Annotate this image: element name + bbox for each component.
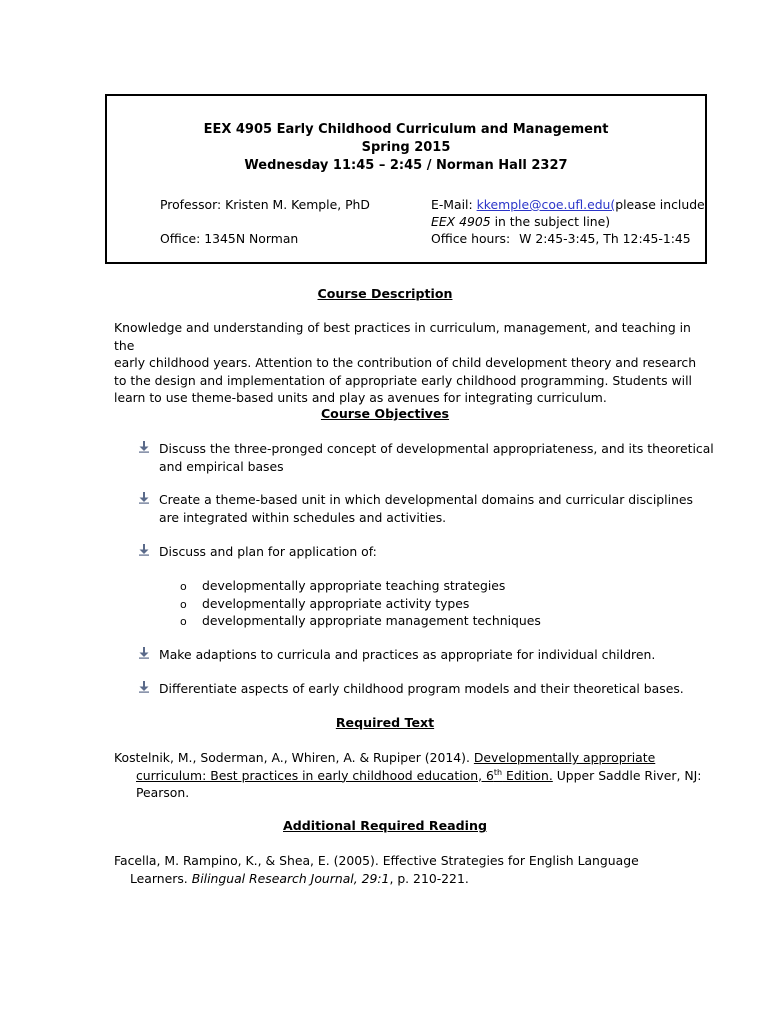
required-text-citation xyxy=(114,749,714,802)
required-text-heading: Required Text xyxy=(335,715,435,730)
objective-line: Make adaptions to curricula and practices as appropriate for individual children. xyxy=(159,647,656,662)
down-arrow-bullet-icon xyxy=(138,681,150,693)
down-arrow-bullet-icon xyxy=(138,647,150,659)
reading-pages: , p. 210-221. xyxy=(389,870,469,886)
down-arrow-bullet-icon xyxy=(138,441,150,453)
additional-reading-heading: Additional Required Reading xyxy=(283,818,487,833)
sub-objective-item xyxy=(180,612,541,631)
circle-bullet: o xyxy=(180,615,187,628)
objective-line: are integrated within schedules and activities. xyxy=(159,509,447,525)
sub-objective-item xyxy=(180,577,505,596)
reading-journal: Bilingual Research Journal, 29:1 xyxy=(191,870,390,886)
email-label: E-Mail: xyxy=(431,197,477,212)
citation-publisher: Upper Saddle River, NJ: xyxy=(552,767,702,783)
course-schedule: Wednesday 11:45 – 2:45 / Norman Hall 2327 xyxy=(244,158,568,173)
objective-line: Differentiate aspects of early childhood program models and their theoretical bases. xyxy=(159,681,684,696)
email-subject-code: EEX 4905 xyxy=(431,214,491,229)
description-line: early childhood years. Attention to the contribution of child development theory and research xyxy=(114,355,697,370)
objective-line: and empirical bases xyxy=(159,458,284,474)
citation-title-part2: curriculum: Best practices in early childhood education, 6th Edition. xyxy=(136,767,553,783)
reading-line: Facella, M. Rampino, K., & Shea, E. (2005). Effective Strategies for English Language xyxy=(114,853,639,868)
sub-objective-text: developmentally appropriate management techniques xyxy=(202,613,541,628)
circle-bullet: o xyxy=(180,580,187,593)
course-title: EEX 4905 Early Childhood Curriculum and Management xyxy=(203,122,609,137)
citation-title-part1: Developmentally appropriate xyxy=(473,750,656,765)
email-subject-line xyxy=(431,214,610,229)
objective-line: Discuss the three-pronged concept of developmental appropriateness, and its theoretical xyxy=(159,441,714,456)
down-arrow-bullet-icon xyxy=(138,544,150,556)
objective-item xyxy=(138,440,718,475)
down-arrow-bullet-icon xyxy=(138,492,150,504)
sub-objective-text: developmentally appropriate activity types xyxy=(202,596,470,611)
objective-item xyxy=(138,680,718,698)
sub-objective-item xyxy=(180,595,469,614)
course-header-box xyxy=(105,94,707,264)
office-hours xyxy=(431,231,691,246)
office-location: Office: 1345N Norman xyxy=(160,231,299,246)
email-link[interactable]: kkemple@coe.ufl.edu( xyxy=(476,197,616,212)
course-objectives-heading: Course Objectives xyxy=(320,406,450,421)
office-hours-label: Office hours: xyxy=(431,231,511,246)
citation-publisher-name: Pearson. xyxy=(136,785,190,800)
email-subject-rest: in the subject line) xyxy=(490,214,611,229)
description-line: to the design and implementation of appropriate early childhood programming. Students will xyxy=(114,372,692,388)
description-line: learn to use theme-based units and play as avenues for integrating curriculum. xyxy=(114,390,607,405)
course-description-heading: Course Description xyxy=(317,286,453,301)
course-description-text xyxy=(114,319,714,407)
citation-authors: Kostelnik, M., Soderman, A., Whiren, A. & Rupiper (2014). xyxy=(114,750,474,765)
email-line xyxy=(431,197,705,212)
circle-bullet: o xyxy=(180,598,187,611)
sub-objective-text: developmentally appropriate teaching strategies xyxy=(202,578,506,593)
email-note: please include xyxy=(615,197,705,212)
professor-name: Professor: Kristen M. Kemple, PhD xyxy=(160,197,370,212)
objective-line: Create a theme-based unit in which developmental domains and curricular disciplines xyxy=(159,492,693,507)
description-line: Knowledge and understanding of best practices in curriculum, management, and teaching in the xyxy=(114,320,691,353)
objective-item xyxy=(138,491,718,526)
office-hours-value: W 2:45-3:45, Th 12:45-1:45 xyxy=(519,231,691,246)
objective-item xyxy=(138,646,718,664)
additional-reading-citation xyxy=(114,852,714,887)
course-term: Spring 2015 xyxy=(361,140,451,155)
objective-line: Discuss and plan for application of: xyxy=(159,544,377,559)
objective-item xyxy=(138,543,718,561)
reading-line2-pre: Learners. xyxy=(130,870,192,886)
